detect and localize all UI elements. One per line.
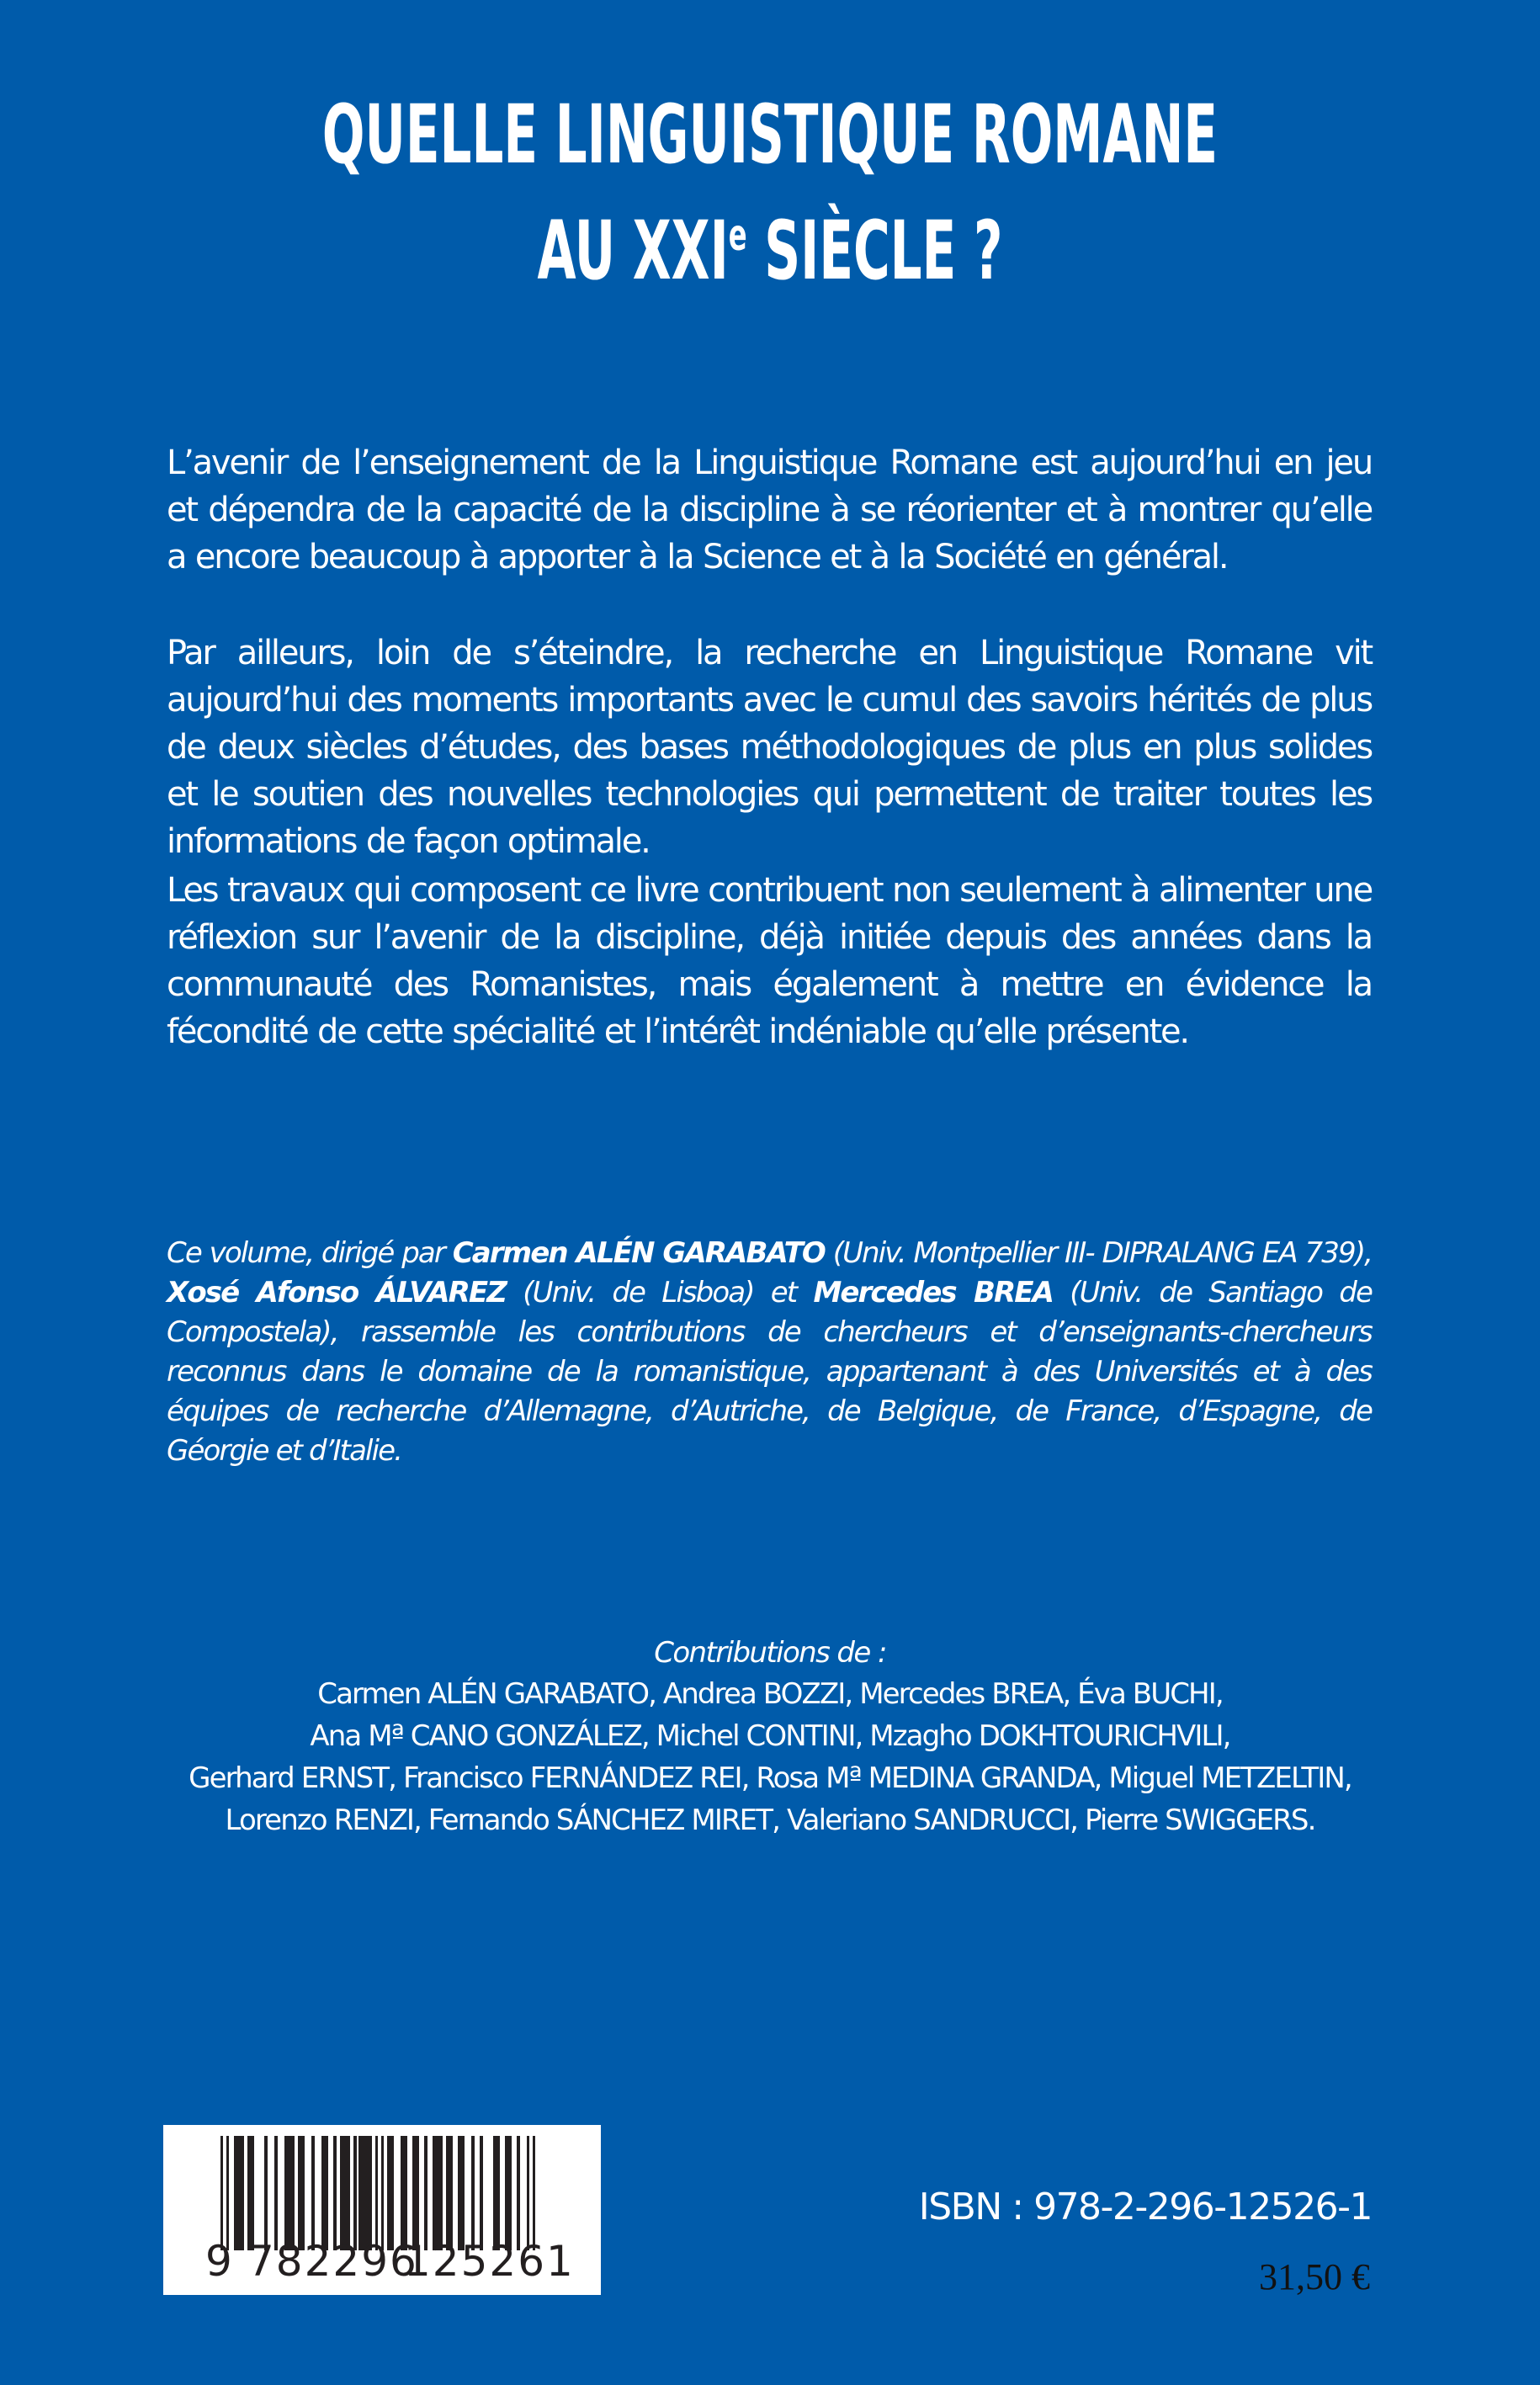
title-line-2 <box>293 204 1248 298</box>
price-label: 31,50 € <box>1259 2256 1370 2297</box>
title-line-2-suffix: SIÈCLE ? <box>746 204 1003 298</box>
summary-paragraph-3: Les travaux qui composent ce livre contribuent non seulement à alimenter une réflexion sur l’avenir de la discipline, déjà initiée depuis des années dans la communauté des Romanistes, mais également à mettre en évidence la fécondité de cette spécialité et l’intérêt indéniable qu’elle présente. <box>167 871 1372 1051</box>
editor-affiliation-2: (Univ. de Lisboa) et <box>506 1276 814 1309</box>
title-superscript: e <box>728 210 747 261</box>
editor-affiliation-1: (Univ. Montpellier III- DIPRALANG EA 739), <box>824 1236 1372 1270</box>
editors-paragraph <box>167 1234 1372 1471</box>
title-line-1: QUELLE LINGUISTIQUE ROMANE <box>321 88 1219 182</box>
summary-paragraph-2: Par ailleurs, loin de s’éteindre, la recherche en Linguistique Romane vit aujourd’hui des moments importants avec le cumul des savoirs hérités de plus de deux siècles d’études, des bases méthodologiques de plus en plus solides et le soutien des nouvelles technologies qui permettent de traiter toutes les informations de façon optimale. <box>167 634 1372 861</box>
summary-paragraph-1: L’avenir de l’enseignement de la Linguistique Romane est aujourd’hui en jeu et dépendra de la capacité de la discipline à se réorienter et à montrer qu’elle a encore beaucoup à apporter à la Science et à la Société en général. <box>167 444 1372 576</box>
editors-description: , rassemble les contributions de chercheurs et d’enseignants-chercheurs reconnus dans le domaine de la romanistique, appartenant à des Universités et à des équipes de recherche d’Allemagne, d’Autriche, de Belgique, de France, d’Espagne, de Géorgie et d’Italie. <box>167 1315 1372 1468</box>
contributors-line: Carmen ALÉN GARABATO, Andrea BOZZI, Mercedes BREA, Éva BUCHI, <box>317 1677 1223 1711</box>
barcode-digits-right: 125261 <box>404 2237 575 2286</box>
contributors-line: Gerhard ERNST, Francisco FERNÁNDEZ REI, Rosa Mª MEDINA GRANDA, Miguel METZELTIN, <box>189 1761 1351 1795</box>
contributors-line: Ana Mª CANO GONZÁLEZ, Michel CONTINI, Mzagho DOKHTOURICHVILI, <box>310 1719 1230 1753</box>
contributors-heading: Contributions de : <box>654 1636 886 1670</box>
contributors-line: Lorenzo RENZI, Fernando SÁNCHEZ MIRET, Valeriano SANDRUCCI, Pierre SWIGGERS. <box>225 1803 1315 1837</box>
barcode-bars-icon <box>220 2136 539 2250</box>
barcode-digit-first: 9 <box>205 2237 232 2286</box>
barcode <box>163 2125 601 2295</box>
editor-name-2: Xosé Afonso ÁLVAREZ <box>167 1276 507 1309</box>
editors-intro: Ce volume, dirigé par <box>167 1236 453 1270</box>
editor-name-1: Carmen ALÉN GARABATO <box>452 1236 825 1270</box>
editor-affiliation-3: (Univ. de Santiago de Compostela) <box>167 1276 1372 1349</box>
contributors-block <box>151 1633 1389 1841</box>
isbn-label: ISBN : 978-2-296-12526-1 <box>918 2186 1372 2228</box>
title-line-2-prefix: AU XXI <box>537 204 729 298</box>
barcode-digits <box>205 2236 575 2287</box>
editor-name-3: Mercedes BREA <box>813 1276 1054 1309</box>
barcode-digits-left: 782296 <box>247 2237 418 2286</box>
